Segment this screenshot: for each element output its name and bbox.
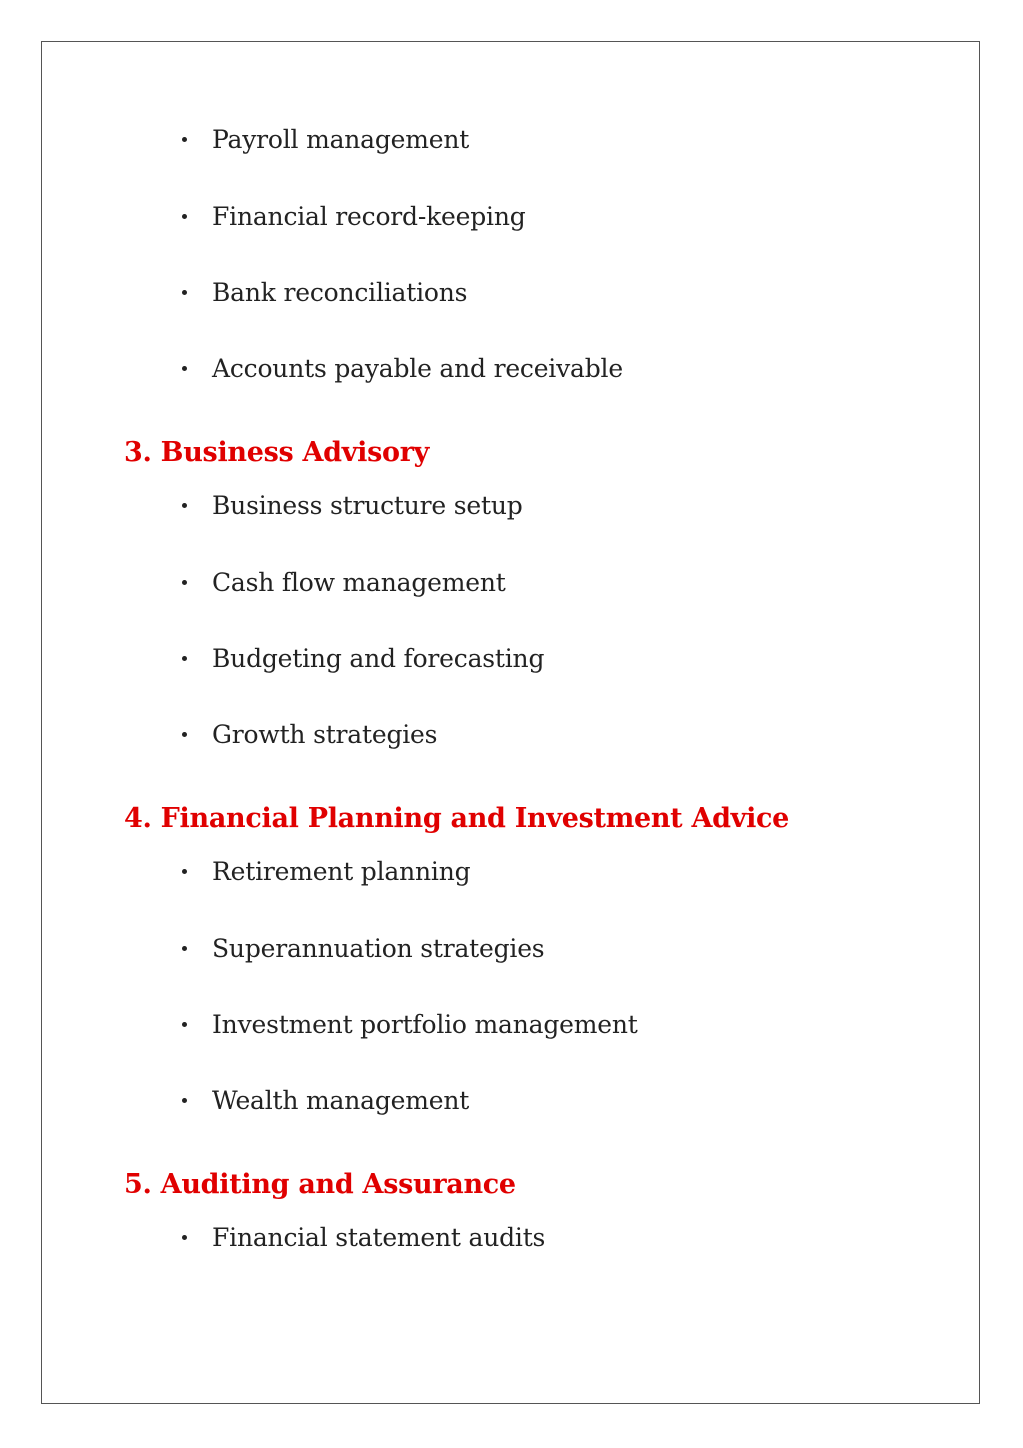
list-item-text: Superannuation strategies	[212, 933, 545, 963]
list-item-text: Wealth management	[212, 1085, 470, 1115]
list-item-text: Cash flow management	[212, 567, 506, 597]
list-item	[180, 562, 506, 602]
bullet-icon	[182, 503, 187, 508]
list-item	[180, 638, 544, 678]
list-item	[180, 714, 437, 754]
bullet-icon	[182, 1022, 187, 1027]
list-item	[180, 119, 469, 159]
list-item	[180, 928, 544, 968]
bullet-icon	[182, 1235, 187, 1240]
list-item-text: Business structure setup	[212, 490, 523, 520]
section-heading-business-advisory: 3. Business Advisory	[124, 436, 430, 468]
bullet-icon	[182, 214, 187, 219]
bullet-icon	[182, 946, 187, 951]
list-item-text: Investment portfolio management	[212, 1009, 638, 1039]
list-item	[180, 1004, 638, 1044]
section-heading-financial-planning: 4. Financial Planning and Investment Advice	[124, 802, 790, 834]
list-item-text: Retirement planning	[212, 856, 471, 886]
list-item	[180, 196, 526, 236]
section-heading-auditing: 5. Auditing and Assurance	[124, 1168, 516, 1200]
bullet-icon	[182, 656, 187, 661]
bullet-icon	[182, 1098, 187, 1103]
list-item	[180, 485, 523, 525]
list-item	[180, 1080, 469, 1120]
bullet-icon	[182, 732, 187, 737]
list-item-text: Financial statement audits	[212, 1222, 546, 1252]
list-item-text: Accounts payable and receivable	[212, 353, 623, 383]
bullet-icon	[182, 366, 187, 371]
bullet-icon	[182, 869, 187, 874]
list-item	[180, 1217, 545, 1257]
bullet-icon	[182, 580, 187, 585]
list-item-text: Budgeting and forecasting	[212, 643, 545, 673]
list-item-text: Financial record-keeping	[212, 201, 526, 231]
list-item	[180, 851, 470, 891]
bullet-icon	[182, 290, 187, 295]
list-item-text: Payroll management	[212, 124, 470, 154]
list-item	[180, 348, 623, 388]
bullet-icon	[182, 137, 187, 142]
list-item-text: Bank reconciliations	[212, 277, 468, 307]
list-item-text: Growth strategies	[212, 719, 438, 749]
list-item	[180, 272, 467, 312]
